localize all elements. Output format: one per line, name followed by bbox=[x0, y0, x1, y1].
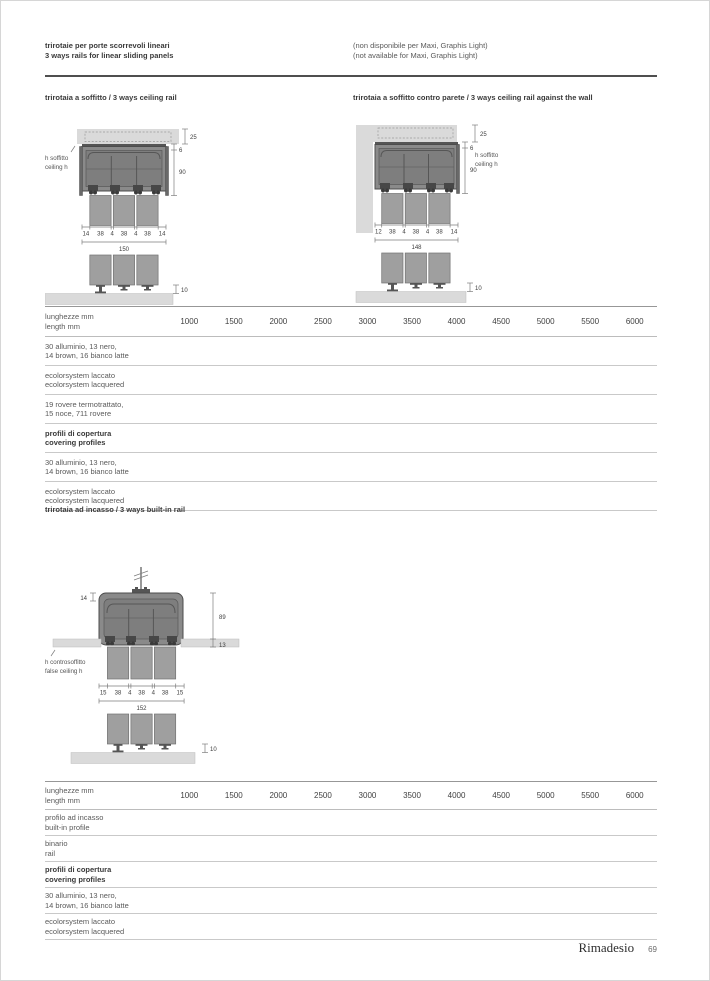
length-column: 2000 bbox=[269, 791, 288, 800]
section-title-built-in-rail: trirotaia ad incasso / 3 ways built-in rail bbox=[45, 505, 186, 514]
ceiling-rail-diagram bbox=[45, 123, 245, 305]
length-column: 3500 bbox=[403, 791, 421, 800]
page-footer bbox=[45, 939, 657, 957]
length-label-it: lunghezze mm bbox=[45, 312, 94, 321]
label-ceiling-h: ceiling h bbox=[475, 161, 498, 168]
page-title-en: 3 ways rails for linear sliding panels bbox=[45, 51, 174, 60]
row-label-it: binario bbox=[45, 839, 68, 848]
seg-dim: 14 bbox=[450, 229, 458, 236]
floor-strip bbox=[71, 753, 195, 764]
section-title-ceiling-rail: trirotaia a soffitto / 3 ways ceiling rail bbox=[45, 93, 177, 102]
sliding-panels bbox=[90, 196, 158, 226]
row-label-en: 14 brown, 16 bianco latte bbox=[45, 467, 129, 476]
length-column: 5000 bbox=[536, 317, 555, 326]
seg-dim: 4 bbox=[110, 231, 114, 238]
total-dimension-line bbox=[375, 238, 458, 252]
dim-10: 10 bbox=[475, 286, 482, 292]
sliding-panels bbox=[382, 194, 450, 224]
table-row bbox=[45, 836, 657, 862]
table-row bbox=[45, 914, 657, 940]
label-false-ceiling-h: false ceiling h bbox=[45, 668, 83, 675]
wall-strip bbox=[356, 125, 373, 233]
table-row bbox=[45, 862, 657, 888]
ceiling-rail-price-table bbox=[45, 306, 657, 511]
length-column: 2500 bbox=[314, 317, 332, 326]
seg-dim: 15 bbox=[99, 690, 107, 697]
seg-dim: 38 bbox=[161, 690, 169, 697]
seg-dim: 12 bbox=[375, 229, 382, 236]
seg-dim: 14 bbox=[158, 231, 166, 238]
page-number: 69 bbox=[648, 945, 657, 954]
table-header bbox=[45, 781, 657, 810]
brand-logo: Rimadesio bbox=[578, 940, 635, 955]
dim-6: 6 bbox=[179, 148, 183, 154]
label-ceiling-h: ceiling h bbox=[45, 164, 68, 171]
row-label-it: ecolorsystem laccato bbox=[45, 917, 116, 926]
dim-10: 10 bbox=[210, 747, 217, 753]
row-label-it: 30 alluminio, 13 nero, bbox=[45, 341, 117, 351]
total-dim: 148 bbox=[411, 245, 422, 251]
length-column: 1000 bbox=[180, 317, 199, 326]
total-dimension-line bbox=[82, 240, 166, 254]
seg-dim: 38 bbox=[120, 231, 128, 238]
table-row bbox=[45, 424, 657, 453]
length-column: 3000 bbox=[358, 317, 377, 326]
dim-13: 13 bbox=[219, 643, 226, 649]
length-column: 1500 bbox=[224, 317, 243, 326]
table-row bbox=[45, 395, 657, 424]
seg-dim: 38 bbox=[412, 229, 420, 236]
length-column: 6000 bbox=[625, 317, 644, 326]
length-column: 1000 bbox=[180, 791, 199, 800]
seg-dim: 4 bbox=[425, 229, 430, 236]
row-label-en: ecolorsystem lacquered bbox=[45, 496, 125, 505]
segment-dimension-line bbox=[99, 684, 184, 697]
segment-dimension-line bbox=[82, 225, 166, 238]
row-label-en: 15 noce, 711 rovere bbox=[45, 409, 112, 418]
length-column: 5500 bbox=[581, 317, 600, 326]
table-row bbox=[45, 453, 657, 482]
table-row bbox=[45, 366, 657, 395]
side-fascia-left bbox=[80, 147, 83, 196]
seg-dim: 4 bbox=[402, 229, 406, 236]
row-label-it: ecolorsystem laccato bbox=[45, 486, 116, 496]
sliding-panels bbox=[107, 647, 175, 679]
floor-strip bbox=[45, 294, 173, 305]
row-label-it: 30 alluminio, 13 nero, bbox=[45, 457, 117, 467]
availability-note-it: (non disponibile per Maxi, Graphis Light) bbox=[353, 41, 488, 50]
row-label-it: 19 rovere termotrattato, bbox=[45, 399, 124, 409]
length-column: 3000 bbox=[358, 791, 377, 800]
length-column: 4500 bbox=[492, 791, 510, 800]
length-column: 4000 bbox=[447, 791, 466, 800]
table-row bbox=[45, 337, 657, 366]
page-header-note bbox=[353, 41, 643, 61]
label-h-soffitto: h soffitto bbox=[45, 155, 69, 162]
dim-90: 90 bbox=[470, 168, 477, 174]
length-column: 1500 bbox=[224, 791, 243, 800]
table-row bbox=[45, 810, 657, 836]
row-label-it: profili di copertura bbox=[45, 865, 112, 874]
section-title-ceiling-wall-rail: trirotaia a soffitto contro parete / 3 ways ceiling rail against the wall bbox=[353, 93, 593, 102]
row-label-it: profilo ad incasso bbox=[45, 813, 104, 822]
seg-dim: 38 bbox=[144, 231, 151, 238]
side-fascia-right bbox=[166, 147, 169, 196]
length-column: 6000 bbox=[625, 791, 644, 800]
seg-dim: 4 bbox=[134, 231, 138, 238]
length-column: 2500 bbox=[314, 791, 332, 800]
dim-14: 14 bbox=[80, 596, 87, 602]
seg-dim: 14 bbox=[82, 231, 90, 238]
total-dimension-line bbox=[99, 699, 184, 713]
seg-dim: 38 bbox=[114, 690, 122, 697]
row-label-it: 30 alluminio, 13 nero, bbox=[45, 891, 117, 900]
row-label-it: ecolorsystem laccato bbox=[45, 370, 116, 380]
length-column: 4500 bbox=[492, 317, 510, 326]
false-ceiling-left bbox=[53, 639, 101, 647]
seg-dim: 38 bbox=[389, 229, 396, 236]
seg-dim: 38 bbox=[436, 229, 443, 236]
false-ceiling-right bbox=[181, 639, 239, 647]
length-column: 5000 bbox=[536, 791, 555, 800]
dim-25: 25 bbox=[190, 135, 197, 141]
row-label-en: ecolorsystem lacquered bbox=[45, 380, 125, 389]
dim-10: 10 bbox=[181, 288, 188, 294]
dim-25: 25 bbox=[480, 132, 487, 138]
seg-dim: 38 bbox=[97, 231, 104, 238]
row-label-en: rail bbox=[45, 848, 56, 858]
length-label-en: length mm bbox=[45, 321, 81, 331]
dim-89: 89 bbox=[219, 615, 226, 621]
length-column: 3500 bbox=[403, 317, 421, 326]
table-header bbox=[45, 306, 657, 337]
row-label-en: 14 brown, 16 bianco latte bbox=[45, 351, 129, 360]
length-column: 2000 bbox=[269, 317, 288, 326]
length-label-it: lunghezze mm bbox=[45, 786, 94, 795]
page-header-left bbox=[45, 41, 335, 61]
length-label-en: length mm bbox=[45, 795, 81, 805]
total-dim: 152 bbox=[136, 706, 147, 712]
length-column: 4000 bbox=[447, 317, 466, 326]
page-title-it: trirotaie per porte scorrevoli lineari bbox=[45, 41, 170, 50]
seg-dim: 38 bbox=[138, 690, 145, 697]
header-rule bbox=[45, 75, 657, 77]
row-label-it: profili di copertura bbox=[45, 428, 112, 438]
top-fitting bbox=[132, 589, 150, 593]
row-label-en: built-in profile bbox=[45, 822, 90, 832]
side-fascia-right bbox=[457, 145, 460, 194]
seg-dim: 4 bbox=[151, 690, 155, 697]
ceiling-wall-rail-diagram bbox=[351, 121, 571, 305]
built-in-rail-diagram bbox=[45, 559, 265, 765]
built-in-rail-price-table bbox=[45, 781, 657, 940]
length-column: 5500 bbox=[581, 791, 600, 800]
floor-detail bbox=[356, 253, 482, 303]
label-h-soffitto: h soffitto bbox=[475, 152, 499, 159]
availability-note-en: (not available for Maxi, Graphis Light) bbox=[353, 51, 478, 60]
total-dim: 150 bbox=[118, 247, 130, 253]
floor-detail bbox=[45, 255, 188, 305]
seg-dim: 15 bbox=[176, 690, 184, 697]
row-label-en: covering profiles bbox=[45, 874, 106, 884]
seg-dim: 4 bbox=[128, 690, 132, 697]
label-h-controsoffitto: h controsoffitto bbox=[45, 659, 86, 666]
dim-6: 6 bbox=[470, 146, 474, 152]
table-row bbox=[45, 888, 657, 914]
row-label-en: ecolorsystem lacquered bbox=[45, 926, 125, 936]
dim-90: 90 bbox=[179, 170, 186, 176]
row-label-en: 14 brown, 16 bianco latte bbox=[45, 900, 129, 910]
floor-strip bbox=[356, 292, 466, 303]
floor-detail bbox=[71, 714, 217, 764]
segment-dimension-line bbox=[375, 223, 458, 236]
row-label-en: covering profiles bbox=[45, 438, 106, 447]
